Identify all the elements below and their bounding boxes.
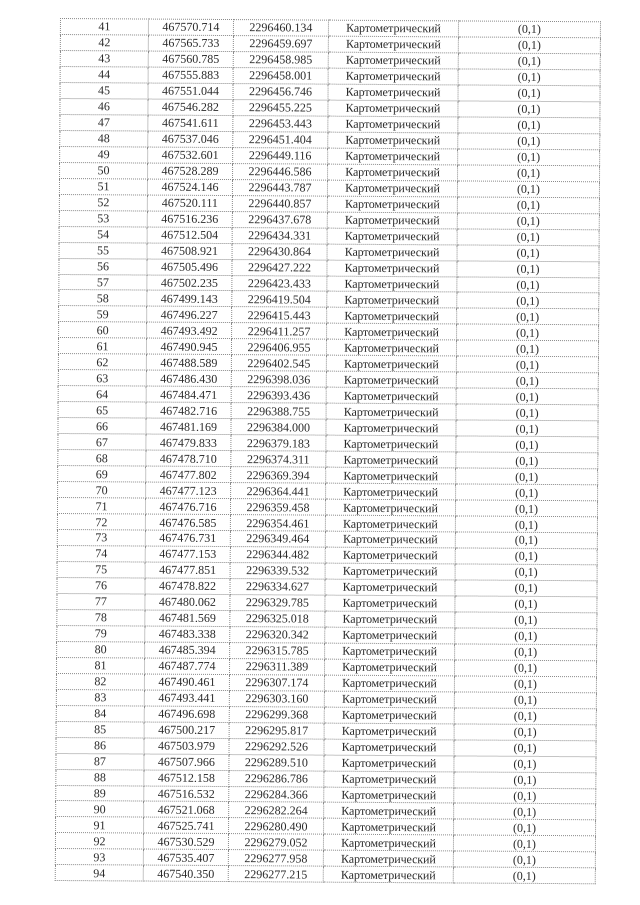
point-number-cell: 68 [58,450,146,467]
accuracy-cell: (0,1) [453,867,595,884]
y-coordinate-cell: 2296315.785 [230,642,325,659]
method-cell: Картометрический [326,371,456,388]
accuracy-cell: (0,1) [454,708,596,725]
x-coordinate-cell: 467496.227 [147,306,232,322]
x-coordinate-cell: 467507.966 [144,754,229,770]
accuracy-cell: (0,1) [456,388,598,405]
y-coordinate-cell: 2296384.000 [231,419,326,436]
x-coordinate-cell: 467481.169 [146,418,231,434]
accuracy-cell: (0,1) [457,197,599,214]
accuracy-cell: (0,1) [454,787,596,804]
method-cell: Картометрический [324,675,454,692]
accuracy-cell: (0,1) [455,516,597,533]
coordinates-table [55,18,601,885]
method-cell: Картометрический [324,739,454,756]
accuracy-cell: (0,1) [455,628,597,645]
method-cell: Картометрический [326,340,456,357]
point-number-cell: 61 [58,338,146,355]
x-coordinate-cell: 467535.407 [143,849,228,865]
point-number-cell: 72 [57,514,145,531]
y-coordinate-cell: 2296359.458 [230,499,325,516]
point-number-cell: 78 [57,609,145,626]
accuracy-cell: (0,1) [454,660,596,677]
x-coordinate-cell: 467521.068 [144,801,229,817]
x-coordinate-cell: 467530.529 [143,833,228,849]
accuracy-cell: (0,1) [458,69,600,86]
accuracy-cell: (0,1) [455,548,597,565]
point-number-cell: 56 [59,258,147,275]
y-coordinate-cell: 2296295.817 [229,722,324,739]
accuracy-cell: (0,1) [454,740,596,757]
y-coordinate-cell: 2296456.746 [233,83,328,100]
accuracy-cell: (0,1) [458,149,600,166]
y-coordinate-cell: 2296411.257 [232,323,327,340]
accuracy-cell: (0,1) [455,596,597,613]
accuracy-cell: (0,1) [453,851,595,868]
point-number-cell: 69 [58,466,146,483]
accuracy-cell: (0,1) [455,564,597,581]
point-number-cell: 89 [56,785,144,802]
y-coordinate-cell: 2296379.183 [231,435,326,452]
point-number-cell: 47 [60,114,148,131]
y-coordinate-cell: 2296460.134 [233,20,328,37]
accuracy-cell: (0,1) [458,85,600,102]
y-coordinate-cell: 2296434.331 [232,227,327,244]
y-coordinate-cell: 2296344.482 [230,547,325,564]
method-cell: Картометрический [324,771,454,788]
method-cell: Картометрический [327,212,457,229]
y-coordinate-cell: 2296280.490 [229,818,324,835]
accuracy-cell: (0,1) [454,803,596,820]
y-coordinate-cell: 2296449.116 [233,147,328,164]
method-cell: Картометрический [327,196,457,213]
y-coordinate-cell: 2296443.787 [232,179,327,196]
y-coordinate-cell: 2296440.857 [232,195,327,212]
method-cell: Картометрический [328,36,458,53]
y-coordinate-cell: 2296458.001 [233,67,328,84]
accuracy-cell: (0,1) [457,308,599,325]
y-coordinate-cell: 2296279.052 [228,834,323,851]
method-cell: Картометрический [327,244,457,261]
x-coordinate-cell: 467477.153 [145,546,230,562]
x-coordinate-cell: 467484.471 [146,386,231,402]
y-coordinate-cell: 2296303.160 [229,690,324,707]
method-cell: Картометрический [326,355,456,372]
point-number-cell: 63 [58,370,146,387]
point-number-cell: 65 [58,402,146,419]
accuracy-cell: (0,1) [457,213,599,230]
point-number-cell: 53 [59,210,147,227]
accuracy-cell: (0,1) [455,644,597,661]
method-cell: Картометрический [325,643,455,660]
y-coordinate-cell: 2296334.627 [230,578,325,595]
method-cell: Картометрический [327,276,457,293]
method-cell: Картометрический [325,595,455,612]
y-coordinate-cell: 2296369.394 [231,467,326,484]
method-cell: Картометрический [328,116,458,133]
method-cell: Картометрический [328,132,458,149]
method-cell: Картометрический [326,483,456,500]
y-coordinate-cell: 2296286.786 [229,770,324,787]
x-coordinate-cell: 467551.044 [148,83,233,99]
method-cell: Картометрический [326,467,456,484]
point-number-cell: 94 [55,865,143,882]
table-row [55,865,595,884]
accuracy-cell: (0,1) [455,580,597,597]
x-coordinate-cell: 467499.143 [147,291,232,307]
accuracy-cell: (0,1) [455,612,597,629]
y-coordinate-cell: 2296339.532 [230,562,325,579]
x-coordinate-cell: 467512.504 [147,227,232,243]
x-coordinate-cell: 467532.601 [148,147,233,163]
method-cell: Картометрический [324,803,454,820]
method-cell: Картометрический [328,164,458,181]
accuracy-cell: (0,1) [457,276,599,293]
x-coordinate-cell: 467477.802 [146,466,231,482]
method-cell: Картометрический [328,84,458,101]
point-number-cell: 93 [55,849,143,866]
x-coordinate-cell: 467505.496 [147,259,232,275]
accuracy-cell: (0,1) [456,340,598,357]
point-number-cell: 67 [58,434,146,451]
x-coordinate-cell: 467483.338 [145,626,230,642]
x-coordinate-cell: 467476.716 [145,498,230,514]
x-coordinate-cell: 467493.492 [147,322,232,338]
method-cell: Картометрический [324,659,454,676]
x-coordinate-cell: 467537.046 [148,131,233,147]
point-number-cell: 50 [60,162,148,179]
y-coordinate-cell: 2296451.404 [233,131,328,148]
x-coordinate-cell: 467478.822 [145,578,230,594]
accuracy-cell: (0,1) [454,819,596,836]
x-coordinate-cell: 467481.569 [145,610,230,626]
method-cell: Картометрический [325,531,455,548]
y-coordinate-cell: 2296453.443 [233,115,328,132]
method-cell: Картометрический [328,20,458,37]
method-cell: Картометрический [324,755,454,772]
x-coordinate-cell: 467476.731 [145,530,230,546]
point-number-cell: 42 [60,34,148,51]
point-number-cell: 43 [60,50,148,67]
y-coordinate-cell: 2296364.441 [231,483,326,500]
method-cell: Картометрический [325,547,455,564]
accuracy-cell: (0,1) [456,452,598,469]
x-coordinate-cell: 467496.698 [144,706,229,722]
method-cell: Картометрический [324,691,454,708]
point-number-cell: 77 [57,593,145,610]
x-coordinate-cell: 467570.714 [148,19,233,35]
x-coordinate-cell: 467503.979 [144,738,229,754]
point-number-cell: 64 [58,386,146,403]
accuracy-cell: (0,1) [458,37,600,54]
method-cell: Картометрический [325,499,455,516]
accuracy-cell: (0,1) [456,436,598,453]
x-coordinate-cell: 467480.062 [145,594,230,610]
y-coordinate-cell: 2296402.545 [231,355,326,372]
accuracy-cell: (0,1) [457,292,599,309]
point-number-cell: 52 [59,194,147,211]
x-coordinate-cell: 467477.851 [145,562,230,578]
y-coordinate-cell: 2296292.526 [229,738,324,755]
method-cell: Картометрический [325,627,455,644]
accuracy-cell: (0,1) [456,404,598,421]
x-coordinate-cell: 467485.394 [145,642,230,658]
method-cell: Картометрический [326,387,456,404]
point-number-cell: 57 [59,274,147,291]
method-cell: Картометрический [324,819,454,836]
method-cell: Картометрический [326,435,456,452]
point-number-cell: 71 [57,498,145,515]
point-number-cell: 86 [56,737,144,754]
method-cell: Картометрический [325,579,455,596]
y-coordinate-cell: 2296349.464 [230,531,325,548]
accuracy-cell: (0,1) [454,692,596,709]
point-number-cell: 74 [57,545,145,562]
method-cell: Картометрический [324,723,454,740]
accuracy-cell: (0,1) [457,181,599,198]
y-coordinate-cell: 2296419.504 [232,291,327,308]
point-number-cell: 58 [59,290,147,307]
point-number-cell: 73 [57,529,145,546]
y-coordinate-cell: 2296307.174 [229,674,324,691]
y-coordinate-cell: 2296415.443 [232,307,327,324]
x-coordinate-cell: 467520.111 [147,195,232,211]
method-cell: Картометрический [326,403,456,420]
point-number-cell: 92 [55,833,143,850]
point-number-cell: 49 [60,146,148,163]
y-coordinate-cell: 2296458.985 [233,51,328,68]
y-coordinate-cell: 2296455.225 [233,99,328,116]
y-coordinate-cell: 2296329.785 [230,594,325,611]
y-coordinate-cell: 2296277.958 [228,850,323,867]
x-coordinate-cell: 467476.585 [145,514,230,530]
x-coordinate-cell: 467482.716 [146,402,231,418]
method-cell: Картометрический [327,180,457,197]
point-number-cell: 45 [60,82,148,99]
x-coordinate-cell: 467540.350 [143,865,228,881]
point-number-cell: 84 [56,705,144,722]
accuracy-cell: (0,1) [458,117,600,134]
point-number-cell: 59 [59,306,147,323]
accuracy-cell: (0,1) [454,676,596,693]
x-coordinate-cell: 467486.430 [146,370,231,386]
method-cell: Картометрический [325,563,455,580]
accuracy-cell: (0,1) [456,356,598,373]
accuracy-cell: (0,1) [458,21,600,38]
accuracy-cell: (0,1) [454,755,596,772]
point-number-cell: 70 [58,482,146,499]
method-cell: Картометрический [327,228,457,245]
point-number-cell: 88 [56,769,144,786]
method-cell: Картометрический [323,850,453,867]
point-number-cell: 76 [57,577,145,594]
point-number-cell: 87 [56,753,144,770]
point-number-cell: 83 [56,689,144,706]
y-coordinate-cell: 2296374.311 [231,451,326,468]
point-number-cell: 79 [57,625,145,642]
point-number-cell: 90 [56,801,144,818]
y-coordinate-cell: 2296289.510 [229,754,324,771]
y-coordinate-cell: 2296311.389 [229,658,324,675]
x-coordinate-cell: 467508.921 [147,243,232,259]
point-number-cell: 81 [56,657,144,674]
y-coordinate-cell: 2296406.955 [231,339,326,356]
method-cell: Картометрический [325,515,455,532]
y-coordinate-cell: 2296282.264 [229,802,324,819]
accuracy-cell: (0,1) [457,229,599,246]
point-number-cell: 85 [56,721,144,738]
y-coordinate-cell: 2296299.368 [229,706,324,723]
x-coordinate-cell: 467560.785 [148,51,233,67]
accuracy-cell: (0,1) [453,835,595,852]
point-number-cell: 66 [58,418,146,435]
accuracy-cell: (0,1) [454,724,596,741]
point-number-cell: 41 [60,19,148,36]
point-number-cell: 55 [59,242,147,259]
accuracy-cell: (0,1) [454,771,596,788]
y-coordinate-cell: 2296393.436 [231,387,326,404]
method-cell: Картометрический [327,324,457,341]
accuracy-cell: (0,1) [458,53,600,70]
accuracy-cell: (0,1) [456,420,598,437]
method-cell: Картометрический [323,866,453,883]
x-coordinate-cell: 467488.589 [146,354,231,370]
accuracy-cell: (0,1) [457,244,599,261]
x-coordinate-cell: 467525.741 [144,817,229,833]
y-coordinate-cell: 2296430.864 [232,243,327,260]
point-number-cell: 48 [60,130,148,147]
point-number-cell: 54 [59,226,147,243]
y-coordinate-cell: 2296277.215 [228,866,323,883]
x-coordinate-cell: 467541.611 [148,115,233,131]
method-cell: Картометрический [324,707,454,724]
method-cell: Картометрический [324,787,454,804]
point-number-cell: 91 [56,817,144,834]
x-coordinate-cell: 467524.146 [147,179,232,195]
x-coordinate-cell: 467477.123 [146,482,231,498]
y-coordinate-cell: 2296459.697 [233,36,328,53]
x-coordinate-cell: 467512.158 [144,770,229,786]
accuracy-cell: (0,1) [458,165,600,182]
x-coordinate-cell: 467546.282 [148,99,233,115]
point-number-cell: 44 [60,66,148,83]
accuracy-cell: (0,1) [457,324,599,341]
accuracy-cell: (0,1) [458,133,600,150]
point-number-cell: 82 [56,673,144,690]
method-cell: Картометрический [327,260,457,277]
x-coordinate-cell: 467490.461 [144,674,229,690]
method-cell: Картометрический [328,52,458,69]
y-coordinate-cell: 2296423.433 [232,275,327,292]
point-number-cell: 51 [59,178,147,195]
x-coordinate-cell: 467478.710 [146,450,231,466]
x-coordinate-cell: 467516.532 [144,786,229,802]
y-coordinate-cell: 2296398.036 [231,371,326,388]
y-coordinate-cell: 2296446.586 [233,163,328,180]
y-coordinate-cell: 2296427.222 [232,259,327,276]
accuracy-cell: (0,1) [455,532,597,549]
method-cell: Картометрический [328,148,458,165]
accuracy-cell: (0,1) [456,372,598,389]
x-coordinate-cell: 467516.236 [147,211,232,227]
accuracy-cell: (0,1) [457,260,599,277]
method-cell: Картометрический [326,419,456,436]
method-cell: Картометрический [327,308,457,325]
method-cell: Картометрический [327,292,457,309]
point-number-cell: 75 [57,561,145,578]
x-coordinate-cell: 467500.217 [144,722,229,738]
y-coordinate-cell: 2296320.342 [230,626,325,643]
y-coordinate-cell: 2296325.018 [230,610,325,627]
accuracy-cell: (0,1) [455,500,597,517]
method-cell: Картометрический [325,611,455,628]
method-cell: Картометрический [328,100,458,117]
x-coordinate-cell: 467502.235 [147,275,232,291]
accuracy-cell: (0,1) [456,484,598,501]
accuracy-cell: (0,1) [458,101,600,118]
x-coordinate-cell: 467555.883 [148,67,233,83]
x-coordinate-cell: 467528.289 [148,163,233,179]
method-cell: Картометрический [323,835,453,852]
x-coordinate-cell: 467487.774 [144,658,229,674]
point-number-cell: 46 [60,98,148,115]
y-coordinate-cell: 2296284.366 [229,786,324,803]
coordinates-table-body [55,19,600,885]
x-coordinate-cell: 467490.945 [146,338,231,354]
method-cell: Картометрический [328,68,458,85]
point-number-cell: 80 [57,641,145,658]
accuracy-cell: (0,1) [456,468,598,485]
y-coordinate-cell: 2296437.678 [232,211,327,228]
y-coordinate-cell: 2296354.461 [230,515,325,532]
method-cell: Картометрический [326,451,456,468]
point-number-cell: 62 [58,354,146,371]
y-coordinate-cell: 2296388.755 [231,403,326,420]
x-coordinate-cell: 467565.733 [148,35,233,51]
point-number-cell: 60 [59,322,147,339]
x-coordinate-cell: 467479.833 [146,434,231,450]
x-coordinate-cell: 467493.441 [144,690,229,706]
